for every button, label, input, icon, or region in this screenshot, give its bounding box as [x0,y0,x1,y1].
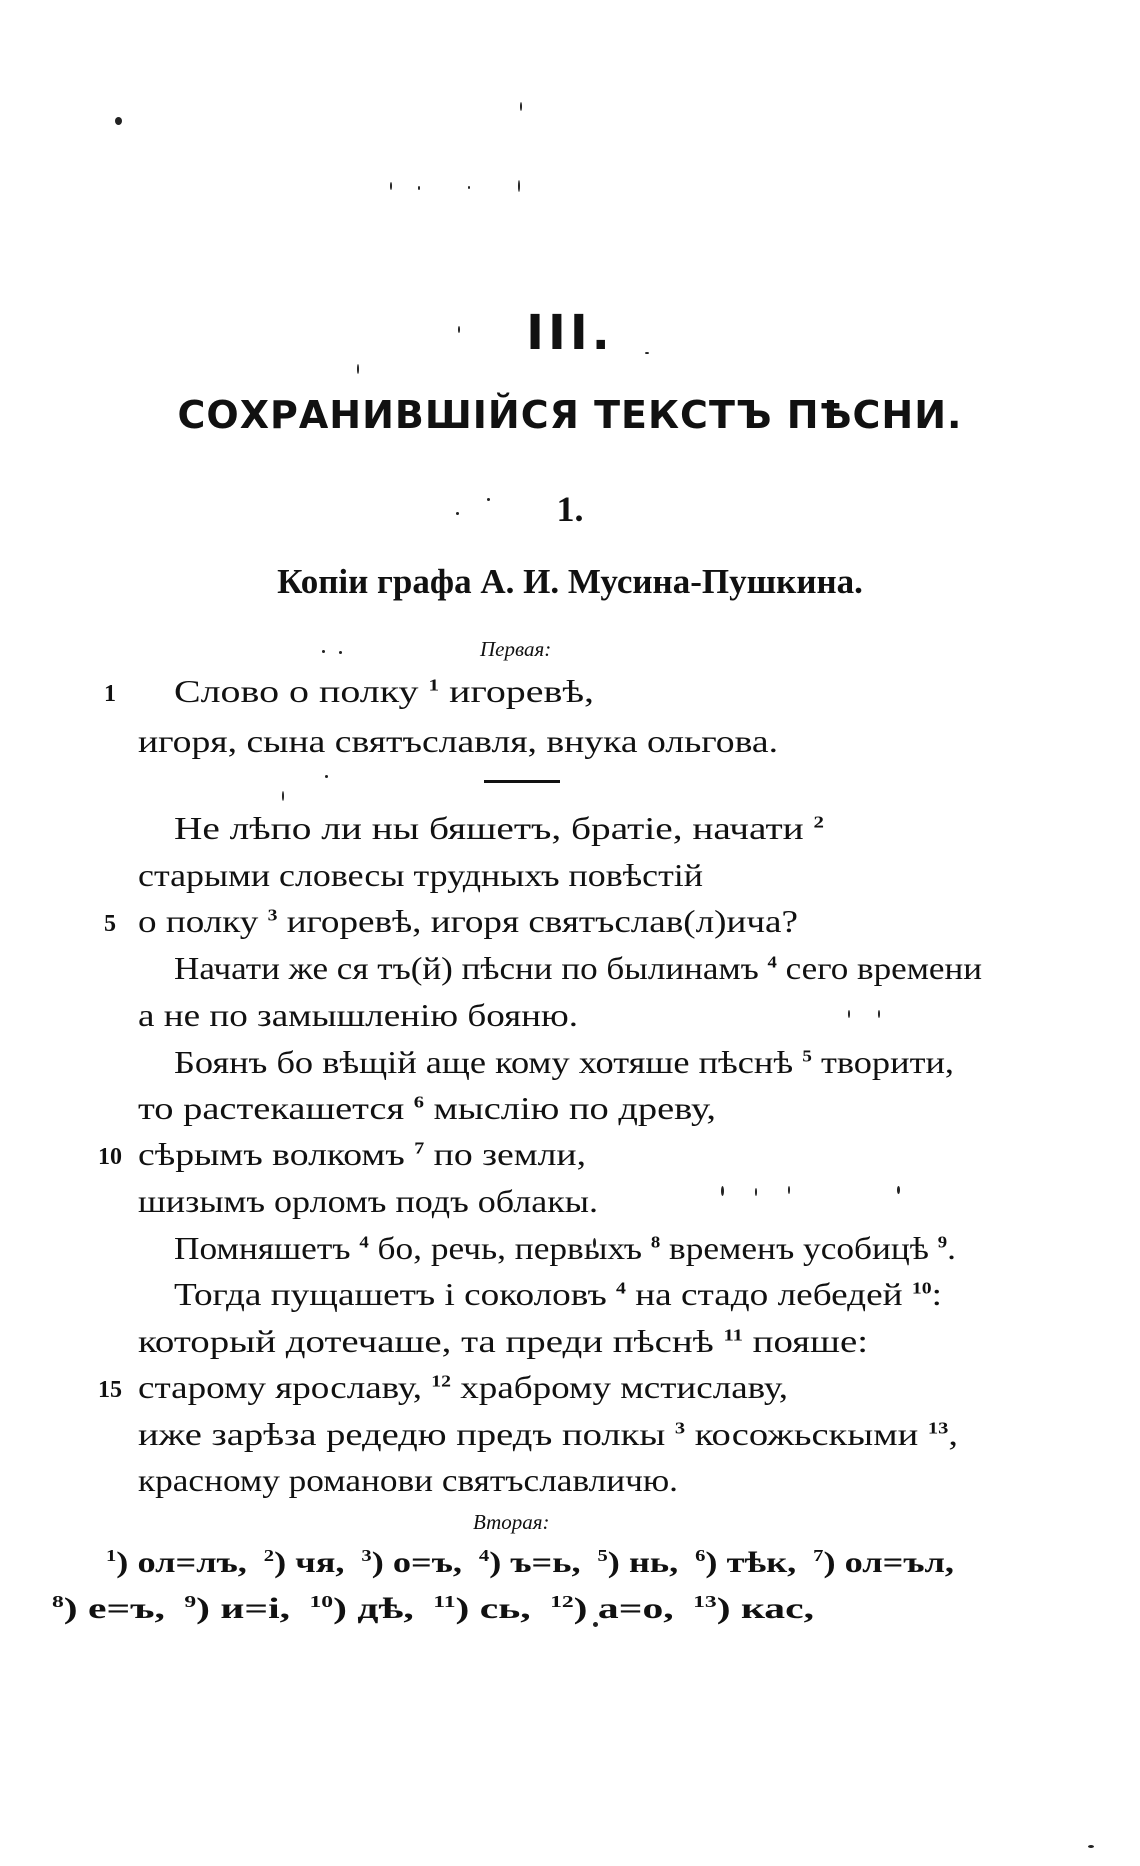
verse-text: Слово о полку $^1$ игоревѣ, [174,673,594,709]
footnotes-row-2 [52,1592,814,1626]
verse-text: шизымъ орломъ подъ облакы. [138,1183,598,1219]
footnote-marker: 9 [937,1232,948,1252]
verse-line [0,1044,1140,1088]
verse-text: который дотечаше, та преди пѣснѣ $^{11}$ пояше: [138,1323,868,1359]
footnote-marker: 7 [414,1138,425,1158]
footnote-marker: 1 [428,675,440,695]
page-title: СОХРАНИВШІЙСЯ ТЕКСТЪ ПѢСНИ. [177,393,963,437]
line-number: 5 [104,911,116,937]
second-copy-label: Вторая: [473,1510,550,1534]
footnote-number: 6 [695,1546,706,1565]
footnote-entry: $^7$) ол=ъл, [813,1546,954,1579]
verse-text: а не по замышленію бояню. [138,997,578,1033]
footnote-number: 3 [361,1546,372,1565]
footnote-marker: 13 [927,1418,949,1438]
separator-rule [484,780,560,783]
footnote-entry: $^{11}$) сь, [433,1592,531,1625]
verse-line [0,1462,1140,1506]
footnote-marker: 3 [674,1418,686,1438]
footnote-marker: 2 [813,812,824,832]
footnote-entry: $^{12}$) а=о, [550,1592,674,1625]
footnote-entry: $^8$) е=ъ, [52,1592,165,1625]
verse-text: Тогда пущашетъ і соколовъ $^4$ на стадо лебедей $^{10}$: [174,1276,942,1312]
footnote-marker: 5 [802,1046,812,1066]
verse-line [0,1369,1140,1413]
footnote-marker: 4 [616,1278,626,1298]
line-number: 10 [98,1144,122,1170]
footnote-number: 10 [309,1592,334,1611]
verse-line [0,1090,1140,1134]
verse-line [0,1183,1140,1227]
footnote-entry: $^1$) ол=лъ, [106,1546,247,1579]
footnote-entry: $^2$) чя, [263,1546,345,1579]
footnote-entry: $^4$) ъ=ь, [478,1546,581,1579]
chapter-roman-numeral: III. [526,305,614,361]
footnote-marker: 3 [267,905,278,925]
verse-line [0,673,1140,717]
footnote-marker: 12 [431,1371,451,1391]
footnote-number: 7 [813,1546,824,1565]
verse-line [0,857,1140,901]
footnote-number: 12 [550,1592,574,1611]
verse-text: сѣрымъ волкомъ $^7$ по земли, [138,1136,586,1172]
footnote-marker: 8 [650,1232,661,1252]
footnote-entry: $^{10}$) дѣ, [309,1592,414,1625]
footnote-number: 5 [597,1546,608,1565]
verse-line [0,950,1140,994]
footnote-number: 13 [693,1592,717,1611]
verse-line [0,903,1140,947]
footnote-number: 8 [52,1592,64,1611]
verse-line [0,1416,1140,1460]
verse-text: Помняшетъ $^4$ бо, речь, первыхъ $^8$ временъ усобицѣ $^9$. [174,1230,956,1266]
verse-text: старыми словесы трудныхъ повѣстій [138,857,703,893]
verse-text: о полку $^3$ игоревѣ, игоря святъслав(л)ича? [138,903,798,939]
verse-text: красному романови святъславличю. [138,1462,678,1498]
verse-line [0,1276,1140,1320]
footnote-number: 4 [478,1546,490,1565]
footnote-marker: 4 [359,1232,369,1252]
footnote-marker: 11 [723,1325,743,1345]
footnote-number: 9 [184,1592,197,1611]
verse-line [0,723,1140,767]
footnote-entry: $^9$) и=і, [184,1592,291,1625]
footnote-number: 2 [263,1546,275,1565]
verse-text: Начати же ся тъ(й) пѣсни по былинамъ $^4$ сего времени [174,950,982,986]
footnote-marker: 10 [911,1278,932,1298]
verse-line [0,810,1140,854]
footnote-entry: $^3$) о=ъ, [361,1546,462,1579]
first-copy-label: Первая: [480,637,552,661]
footnotes-row-1 [106,1546,954,1580]
footnote-entry: $^{13}$) кас, [693,1592,814,1625]
verse-text: игоря, сына святъславля, внука ольгова. [138,723,778,759]
footnote-number: 11 [433,1592,456,1611]
footnote-marker: 6 [413,1092,424,1112]
verse-line [0,1136,1140,1180]
verse-text: то растекашется $^6$ мыслію по древу, [138,1090,716,1126]
footnote-entry: $^5$) нь, [597,1546,679,1579]
verse-text: Боянъ бо вѣщій аще кому хотяше пѣснѣ $^5$ творити, [174,1044,954,1080]
verse-text: старому ярославу, $^{12}$ храброму мстиславу, [138,1369,788,1405]
footnote-marker: 4 [767,952,777,972]
verse-line [0,1323,1140,1367]
section-number: 1. [556,489,584,529]
verse-text: Не лѣпо ли ны бяшетъ, братіе, начати $^2$ [174,810,824,846]
line-number: 1 [104,681,116,707]
verse-line [0,997,1140,1041]
section-subtitle: Копіи графа А. И. Мусина-Пушкина. [277,562,863,601]
footnote-entry: $^6$) тѣк, [695,1546,797,1579]
line-number: 15 [98,1377,122,1403]
verse-line [0,1230,1140,1274]
verse-text: иже зарѣза редедю предъ полкы $^3$ косожьскыми $^{13}$, [138,1416,958,1452]
footnote-number: 1 [106,1546,117,1565]
